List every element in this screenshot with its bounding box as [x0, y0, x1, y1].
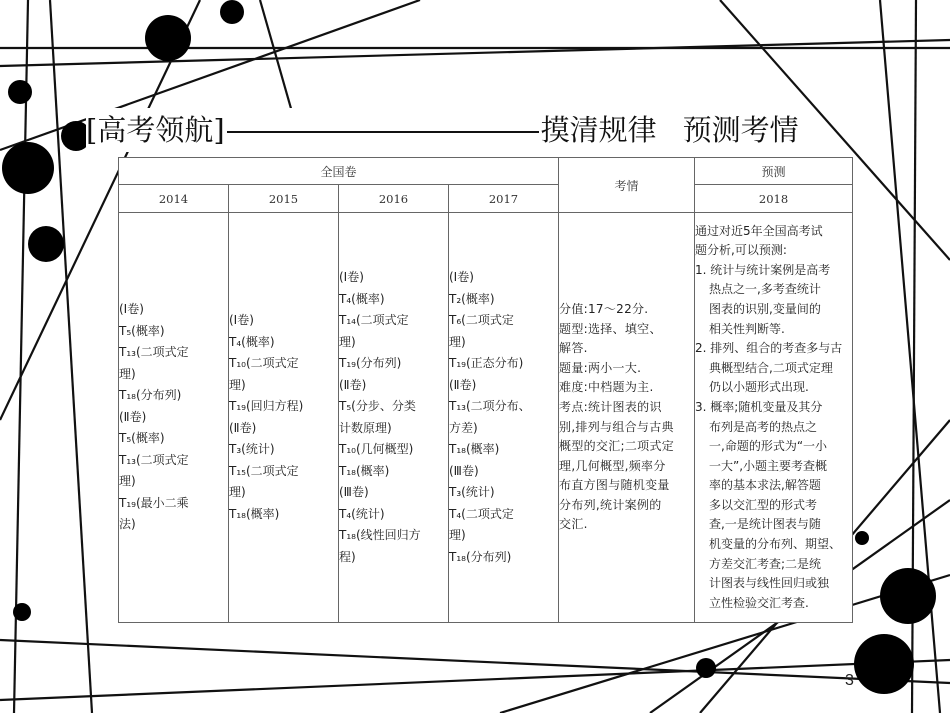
- cell-line: 法): [119, 517, 136, 532]
- cell-line: T₁₉(回归方程): [229, 399, 304, 413]
- cell-line: (Ⅰ卷): [229, 313, 254, 327]
- cell-kaoqing: [559, 213, 695, 623]
- cell-line: 理): [119, 474, 136, 489]
- cell-line: 理): [229, 485, 246, 499]
- cell-line: 率的基本求法,解答题: [709, 478, 821, 493]
- cell-line: T₁₃(二项分布、: [449, 399, 531, 413]
- cell-line: 1. 统计与统计案例是高考: [695, 262, 831, 277]
- cell-2014: [119, 213, 229, 623]
- cell-line: 机变量的分布列、期望、: [709, 537, 842, 552]
- cell-line: (Ⅰ卷): [449, 270, 474, 284]
- title-part-1: 摸清规律: [540, 113, 657, 147]
- cell-line: T₁₅(二项式定: [229, 463, 299, 478]
- cell-line: (Ⅲ卷): [449, 463, 479, 478]
- cell-line: 典概型结合,二项式定理: [709, 360, 833, 375]
- kaoqing-header: 考情: [559, 158, 695, 213]
- cell-line: 查,一是统计图表与随: [709, 517, 821, 532]
- cell-line: T₁₉(分布列): [339, 356, 402, 370]
- cell-line: 一,命题的形式为“一小: [709, 439, 828, 454]
- cell-line: 仍以小题形式出现.: [709, 380, 809, 395]
- cell-line: T₅(概率): [119, 431, 165, 446]
- cell-line: 理): [449, 334, 466, 349]
- cell-forecast: [695, 213, 853, 623]
- cell-line: 3. 概率;随机变量及其分: [695, 399, 823, 414]
- cell-line: 题量:两小一大.: [559, 360, 642, 375]
- cell-line: T₁₈(线性回归方: [339, 528, 421, 542]
- cell-line: 一大”,小题主要考查概: [709, 458, 828, 473]
- cell-line: 理): [229, 377, 246, 392]
- cell-line: (Ⅲ卷): [339, 485, 369, 499]
- cell-line: (Ⅱ卷): [119, 409, 147, 424]
- cell-line: 理,几何概型,频率分: [559, 458, 666, 473]
- cell-line: 难度:中档题为主.: [559, 380, 654, 395]
- cell-line: T₁₉(正态分布): [449, 356, 524, 370]
- cell-line: T₄(二项式定: [449, 506, 514, 521]
- cell-line: 理): [339, 334, 356, 349]
- cell-line: 多以交汇型的形式考: [709, 497, 818, 512]
- page-number: 3: [845, 672, 854, 689]
- cell-line: 程): [339, 549, 356, 564]
- year-header: 2016: [339, 185, 449, 213]
- cell-line: 交汇.: [559, 517, 588, 532]
- year-header: 2017: [449, 185, 559, 213]
- cell-line: (Ⅱ卷): [339, 377, 367, 392]
- cell-line: T₄(概率): [339, 291, 385, 306]
- cell-line: T₁₃(二项式定: [119, 345, 189, 360]
- cell-line: T₁₈(概率): [449, 442, 500, 456]
- cell-line: 2. 排列、组合的考查多与古: [695, 341, 843, 356]
- cell-line: 概型的交汇;二项式定: [559, 439, 675, 454]
- cell-line: 计数原理): [339, 420, 392, 435]
- cell-line: 别,排列与组合与古典: [559, 419, 674, 434]
- cell-line: 立性检验交汇考查.: [709, 595, 809, 610]
- cell-line: 分布列,统计案例的: [559, 497, 662, 512]
- cell-line: 布列是高考的热点之: [709, 419, 818, 434]
- title-part-2: 预测考情: [682, 113, 799, 147]
- forecast-header: 预测: [695, 158, 853, 185]
- cell-line: 布直方图与随机变量: [559, 478, 670, 493]
- title-bracket-label: [高考领航]: [86, 113, 225, 147]
- cell-line: T₅(概率): [119, 323, 165, 338]
- cell-2015: [229, 213, 339, 623]
- year-header: 2015: [229, 185, 339, 213]
- cell-line: 方差交汇考查;二是统: [709, 556, 822, 571]
- cell-line: 理): [449, 528, 466, 542]
- cell-line: 理): [119, 366, 136, 381]
- cell-line: 题型:选择、填空、: [559, 321, 662, 336]
- cell-line: (Ⅱ卷): [449, 377, 477, 392]
- cell-line: T₄(统计): [339, 506, 385, 521]
- national-header: 全国卷: [119, 158, 559, 185]
- cell-line: T₁₄(二项式定: [339, 313, 409, 327]
- cell-line: 通过对近5年全国高考试: [695, 223, 823, 238]
- cell-2016: [339, 213, 449, 623]
- cell-line: T₁₈(概率): [229, 506, 280, 521]
- cell-line: (Ⅱ卷): [229, 420, 257, 435]
- cell-line: (Ⅰ卷): [119, 302, 144, 317]
- forecast-year: 2018: [695, 185, 853, 213]
- cell-line: 图表的识别,变量间的: [709, 301, 821, 316]
- cell-line: T₁₈(分布列): [119, 388, 182, 403]
- cell-line: T₁₈(分布列): [449, 549, 512, 564]
- cell-line: 方差): [449, 420, 478, 435]
- cell-line: 考点:统计图表的识: [559, 399, 662, 414]
- title-rule: [227, 131, 539, 133]
- year-header: 2014: [119, 185, 229, 213]
- cell-line: 题分析,可以预测:: [695, 243, 787, 258]
- cell-line: T₁₉(最小二乘: [119, 495, 189, 510]
- cell-line: 分值:17～22分.: [559, 301, 649, 316]
- cell-line: T₅(分步、分类: [339, 399, 416, 413]
- cell-line: T₆(二项式定: [449, 313, 514, 327]
- page-title: [86, 108, 803, 152]
- cell-line: T₁₃(二项式定: [119, 452, 189, 467]
- cell-line: T₃(统计): [229, 442, 275, 456]
- cell-line: (Ⅰ卷): [339, 270, 364, 284]
- cell-line: T₁₀(二项式定: [229, 356, 299, 370]
- cell-line: T₂(概率): [449, 291, 495, 306]
- cell-line: 解答.: [559, 341, 588, 356]
- cell-line: T₃(统计): [449, 485, 495, 499]
- cell-line: T₁₈(概率): [339, 463, 390, 478]
- cell-line: T₁₀(几何概型): [339, 442, 414, 456]
- cell-line: T₄(概率): [229, 334, 275, 349]
- cell-line: 相关性判断等.: [709, 321, 785, 336]
- cell-line: 计图表与线性回归或独: [709, 576, 830, 591]
- exam-analysis-table: [118, 157, 853, 623]
- cell-line: 热点之一,多考查统计: [709, 282, 821, 297]
- cell-2017: [449, 213, 559, 623]
